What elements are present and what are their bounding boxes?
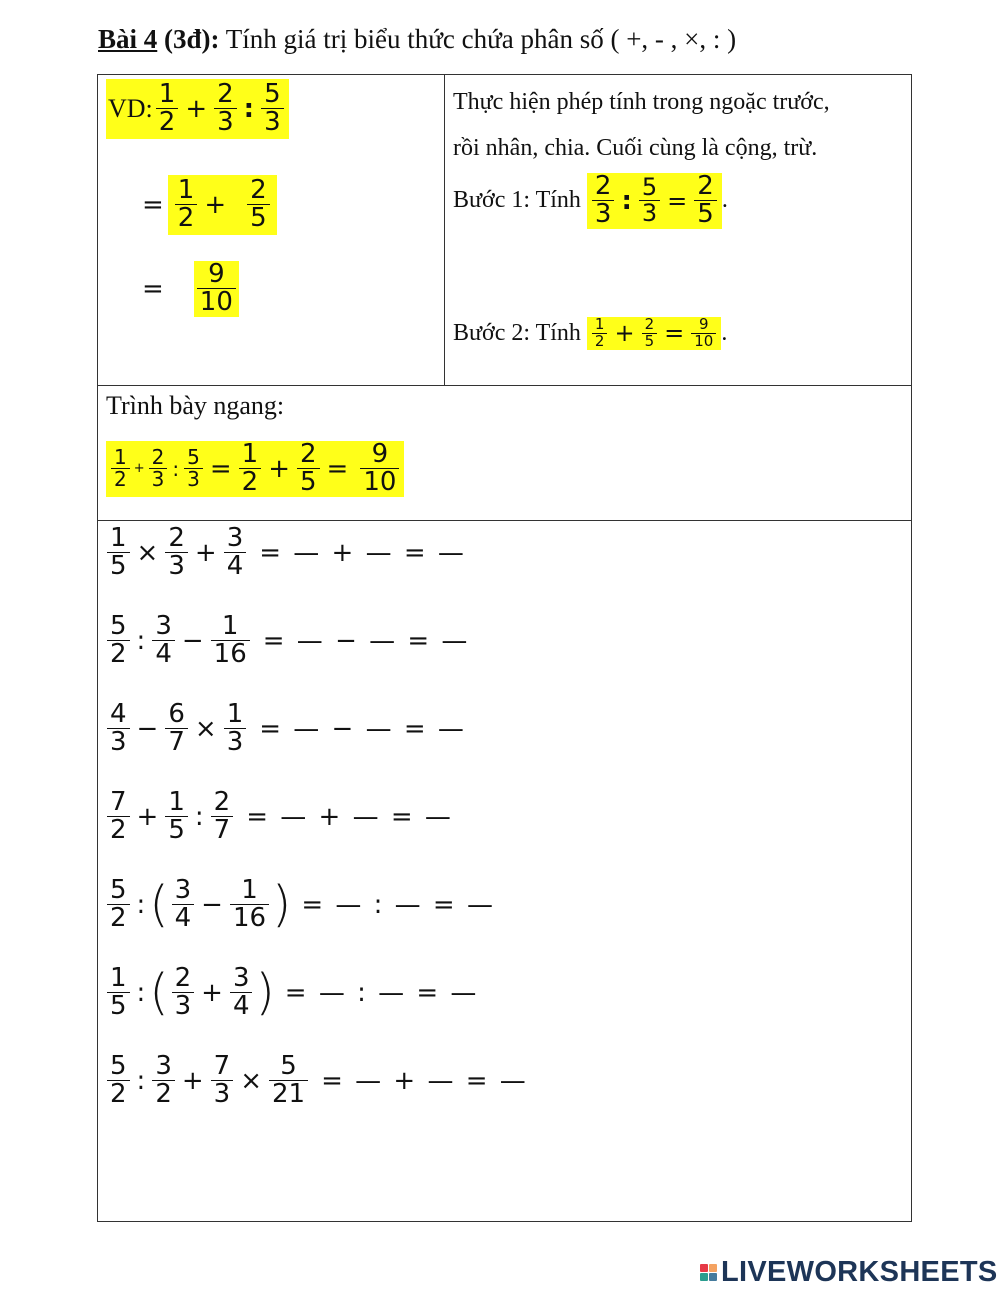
step-2-label: Bước 2: Tính bbox=[453, 319, 581, 346]
example-line-1 bbox=[106, 79, 289, 139]
liveworksheets-logo bbox=[700, 1256, 998, 1289]
fraction: $\frac{7}{2}$ bbox=[107, 789, 130, 845]
fraction: $\frac{7}{3}$ bbox=[211, 1053, 234, 1109]
exercise-row bbox=[104, 613, 469, 669]
operator: : bbox=[194, 801, 204, 832]
step-2 bbox=[453, 317, 727, 350]
fraction: $\frac{2}{3}$ bbox=[165, 525, 188, 581]
fraction: $\frac{5}{2}$ bbox=[107, 877, 130, 933]
fraction: $\frac{1}{2}$ bbox=[156, 81, 179, 137]
fraction: $\frac{3}{4}$ bbox=[230, 965, 253, 1021]
operator: + bbox=[136, 801, 159, 832]
fraction: $\frac{9}{10}$ bbox=[197, 261, 236, 317]
row-divider-2 bbox=[98, 520, 911, 521]
plus-sign: + bbox=[204, 189, 227, 220]
step-1 bbox=[453, 173, 728, 229]
logo-text: LIVEWORKSHEETS bbox=[721, 1256, 998, 1288]
operator: : bbox=[136, 889, 146, 920]
operator: : bbox=[136, 625, 146, 656]
answer-blanks[interactable]: = — : — = — bbox=[301, 889, 495, 920]
open-paren: ( bbox=[149, 875, 169, 934]
period: . bbox=[721, 187, 728, 214]
exercise-instruction: Tính giá trị biểu thức chứa phân số ( +, - , ×, : ) bbox=[219, 24, 737, 54]
horizontal-expression bbox=[106, 441, 404, 497]
answer-blanks[interactable]: = — − — = — bbox=[259, 713, 466, 744]
fraction: $\frac{2}{5}$ bbox=[642, 317, 658, 350]
equals-sign: = bbox=[664, 319, 685, 348]
equals-sign: = bbox=[667, 186, 688, 215]
exercise-row bbox=[104, 525, 466, 581]
fraction: $\frac{3}{4}$ bbox=[152, 613, 175, 669]
example-line-2 bbox=[138, 175, 277, 235]
fraction: $\frac{2}{3}$ bbox=[172, 965, 195, 1021]
fraction: $\frac{1}{16}$ bbox=[211, 613, 250, 669]
fraction: $\frac{2}{3}$ bbox=[214, 81, 237, 137]
explanation-line-1: Thực hiện phép tính trong ngoặc trước, bbox=[453, 89, 830, 115]
equals-sign: = bbox=[142, 189, 164, 220]
exercise-points: (3đ): bbox=[157, 24, 220, 54]
exercise-row bbox=[104, 877, 495, 933]
fraction: $\frac{2}{5}$ bbox=[694, 173, 717, 229]
exercise-row bbox=[104, 1053, 528, 1109]
worksheet-table bbox=[97, 74, 912, 1222]
divide-sign: : bbox=[172, 456, 180, 481]
fraction: $\frac{5}{2}$ bbox=[107, 1053, 130, 1109]
example-line-3 bbox=[138, 261, 239, 317]
answer-blanks[interactable]: = — + — = — bbox=[246, 801, 453, 832]
vd-label: VD: bbox=[108, 93, 153, 123]
operator: + bbox=[201, 977, 223, 1008]
divide-sign: : bbox=[621, 185, 632, 216]
answer-blanks[interactable]: = — + — = — bbox=[321, 1065, 528, 1096]
exercise-title bbox=[98, 24, 736, 55]
operator: × bbox=[194, 713, 217, 744]
operator: : bbox=[136, 1065, 146, 1096]
fraction: $\frac{2}{3}$ bbox=[592, 173, 615, 229]
fraction: $\frac{1}{2}$ bbox=[239, 441, 262, 497]
divide-sign: : bbox=[243, 93, 255, 124]
fraction: $\frac{1}{2}$ bbox=[592, 317, 608, 350]
fraction: $\frac{2}{5}$ bbox=[297, 441, 320, 497]
explanation-line-2: rồi nhân, chia. Cuối cùng là cộng, trừ. bbox=[453, 135, 818, 161]
plus-sign: + bbox=[614, 319, 635, 348]
operator: + bbox=[181, 1065, 204, 1096]
equals-sign: = bbox=[142, 273, 164, 304]
operator: + bbox=[194, 537, 217, 568]
row-divider-1 bbox=[98, 385, 911, 386]
fraction: $\frac{1}{2}$ bbox=[175, 177, 198, 233]
fraction: $\frac{5}{3}$ bbox=[639, 175, 660, 226]
fraction: $\frac{6}{7}$ bbox=[165, 701, 188, 757]
fraction: $\frac{3}{2}$ bbox=[152, 1053, 175, 1109]
fraction: $\frac{2}{7}$ bbox=[211, 789, 234, 845]
operator: − bbox=[201, 889, 223, 920]
operator: × bbox=[136, 537, 159, 568]
exercise-number: Bài 4 bbox=[98, 24, 158, 54]
fraction: $\frac{3}{4}$ bbox=[172, 877, 195, 933]
exercise-row bbox=[104, 965, 478, 1021]
fraction: $\frac{1}{5}$ bbox=[107, 965, 130, 1021]
fraction: $\frac{1}{16}$ bbox=[230, 877, 269, 933]
fraction: $\frac{3}{4}$ bbox=[224, 525, 247, 581]
fraction: $\frac{2}{3}$ bbox=[149, 447, 168, 490]
operator: × bbox=[240, 1065, 262, 1096]
horizontal-label: Trình bày ngang: bbox=[106, 391, 285, 420]
fraction: $\frac{1}{5}$ bbox=[165, 789, 188, 845]
fraction: $\frac{5}{3}$ bbox=[184, 447, 203, 490]
fraction: $\frac{2}{5}$ bbox=[247, 177, 270, 233]
plus-sign: + bbox=[185, 93, 208, 124]
fraction: $\frac{1}{3}$ bbox=[224, 701, 247, 757]
fraction: $\frac{5}{21}$ bbox=[269, 1053, 308, 1109]
equals-sign: = bbox=[209, 453, 232, 484]
close-paren: ) bbox=[272, 875, 292, 934]
exercise-row bbox=[104, 701, 466, 757]
logo-mark-icon bbox=[700, 1264, 717, 1281]
fraction: $\frac{9}{10}$ bbox=[691, 317, 716, 350]
operator: − bbox=[181, 625, 204, 656]
step-1-label: Bước 1: Tính bbox=[453, 187, 581, 214]
operator: : bbox=[136, 977, 146, 1008]
close-paren: ) bbox=[255, 963, 275, 1022]
explanation-text bbox=[453, 79, 830, 171]
fraction: $\frac{1}{2}$ bbox=[111, 447, 130, 490]
fraction: $\frac{5}{3}$ bbox=[261, 81, 284, 137]
fraction: $\frac{1}{5}$ bbox=[107, 525, 130, 581]
plus-sign: + bbox=[268, 453, 290, 484]
plus-sign: + bbox=[133, 461, 145, 477]
fraction: $\frac{5}{2}$ bbox=[107, 613, 130, 669]
period: . bbox=[721, 319, 728, 346]
fraction: $\frac{9}{10}$ bbox=[360, 441, 399, 497]
operator: − bbox=[136, 713, 159, 744]
equals-sign: = bbox=[326, 453, 349, 484]
answer-blanks[interactable]: = — : — = — bbox=[284, 977, 479, 1008]
column-divider bbox=[444, 75, 445, 386]
exercise-row bbox=[104, 789, 453, 845]
answer-blanks[interactable]: = — − — = — bbox=[262, 625, 470, 656]
answer-blanks[interactable]: = — + — = — bbox=[259, 537, 466, 568]
open-paren: ( bbox=[149, 963, 169, 1022]
fraction: $\frac{4}{3}$ bbox=[107, 701, 130, 757]
